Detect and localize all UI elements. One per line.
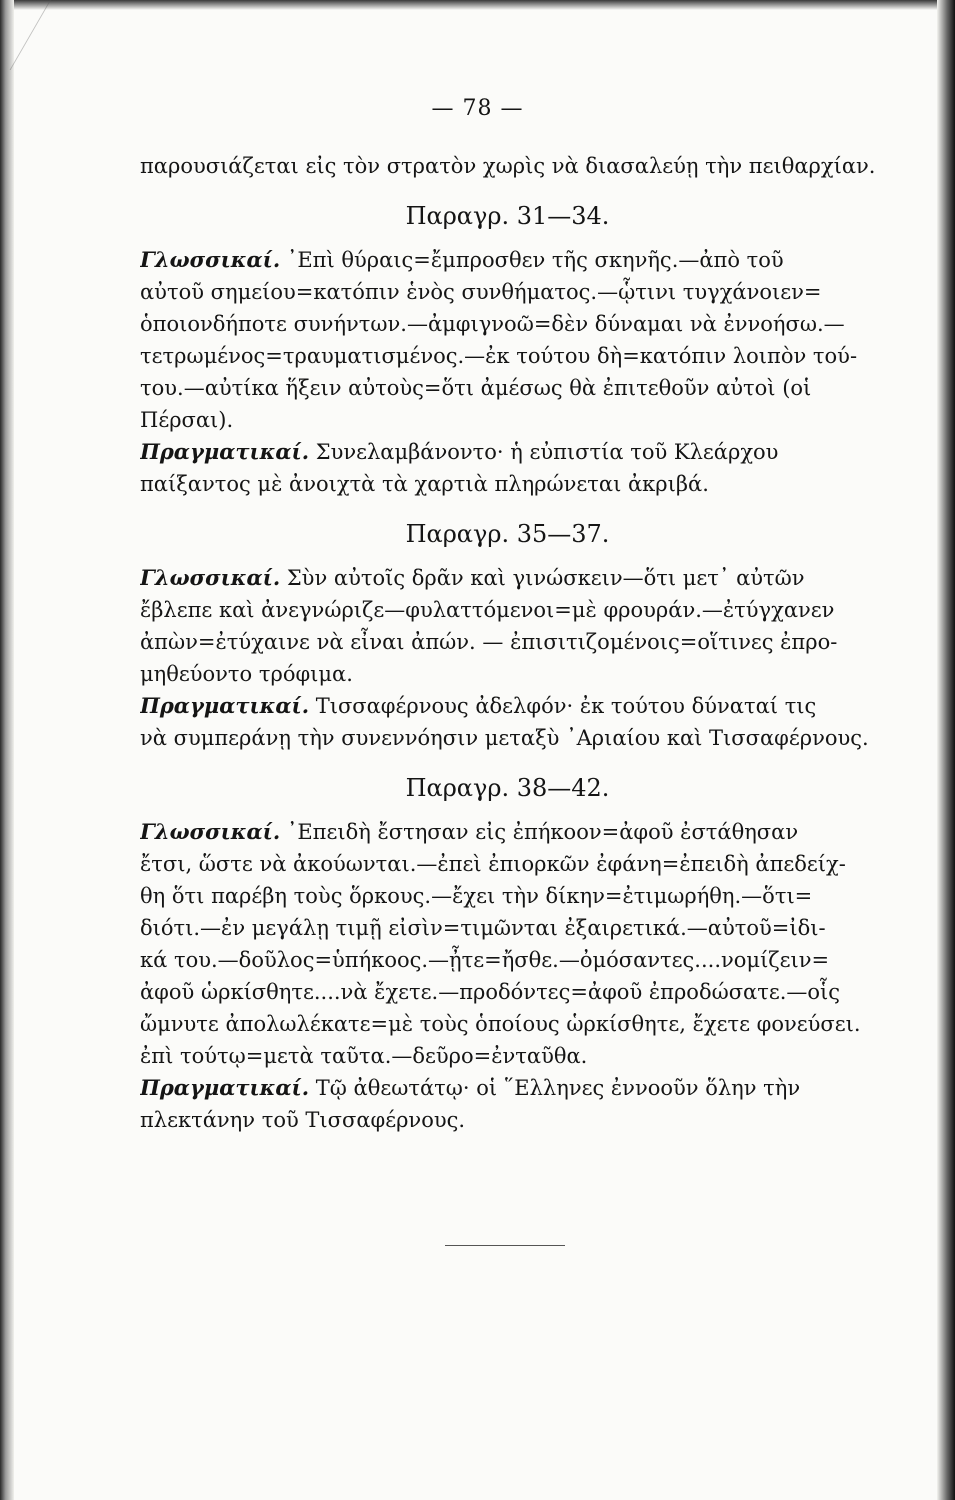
text-line: [140, 690, 875, 722]
page-shadow-right: [937, 0, 955, 1500]
text-line: ἀφοῦ ὡρκίσθητε....νὰ ἔχετε.—προδόντες=ἀφοῦ ἐπροδώσατε.—οἷς: [140, 980, 841, 1004]
text-line: τετρωμένος=τραυματισμένος.—ἐκ τούτου δὴ=κατόπιν λοιπὸν τού-: [140, 344, 858, 368]
text-fragment: ᾿Επειδὴ ἔστησαν εἰς ἐπήκοον=ἀφοῦ ἐστάθησαν: [286, 820, 799, 844]
intro-line: παρουσιάζεται εἰς τὸν στρατὸν χωρὶς νὰ διασαλεύῃ τὴν πειθαρχίαν.: [140, 154, 875, 178]
text-line: παίξαντος μὲ ἀνοιχτὰ τὰ χαρτιὰ πληρώνεται ἀκριβά.: [140, 472, 709, 496]
text-line: ἔτσι, ὥστε νὰ ἀκούωνται.—ἐπεὶ ἐπιορκῶν ἐφάνη=ἐπειδὴ ἀπεδείχ-: [140, 852, 846, 876]
text-line: ἀπὼν=ἐτύχαινε νὰ εἶναι ἀπών. — ἐπισιτιζομένοις=οἵτινες ἐπρο-: [140, 630, 838, 654]
pragmatikai-label: Πραγματικαί.: [140, 1075, 310, 1100]
section-heading: Παραγρ. 35—37.: [405, 520, 610, 548]
text-line: ὁποιονδήποτε συνήντων.—ἀμφιγνοῶ=δὲν δύναμαι νὰ ἐννοήσω.—: [140, 312, 845, 336]
text-line: [140, 562, 875, 594]
pragmatikai-label: Πραγματικαί.: [140, 693, 310, 718]
section-35-37: [140, 520, 875, 754]
text-fragment: Συνελαμβάνοντο· ἡ εὐπιστία τοῦ Κλεάρχου: [315, 440, 779, 464]
page-shadow-top: [0, 0, 955, 10]
text-line: [140, 1072, 875, 1104]
text-line: αὐτοῦ σημείου=κατόπιν ἑνὸς συνθήματος.—ᾧτινι τυγχάνοιεν=: [140, 280, 822, 304]
text-line: θη ὅτι παρέβη τοὺς ὅρκους.—ἔχει τὴν δίκην=ἐτιμωρήθη.—ὅτι=: [140, 884, 813, 908]
page-body: [140, 150, 875, 1136]
section-heading: Παραγρ. 31—34.: [405, 202, 610, 230]
text-line: του.—αὐτίκα ἥξειν αὐτοὺς=ὅτι ἀμέσως θὰ ἐπιτεθοῦν αὐτοὶ (οἱ: [140, 376, 812, 400]
page-shadow-left: [0, 0, 14, 1500]
text-line: ἔβλεπε καὶ ἀνεγνώριζε—φυλαττόμενοι=μὲ φρουράν.—ἐτύγχανεν: [140, 598, 835, 622]
pragmatikai-label: Πραγματικαί.: [140, 439, 310, 464]
text-fragment: Σὺν αὐτοῖς δρᾶν καὶ γινώσκειν—ὅτι μετ᾿ αὐτῶν: [286, 566, 805, 590]
glossikai-label: Γλωσσικαί.: [140, 247, 281, 272]
text-line: νὰ συμπεράνῃ τὴν συνεννόησιν μεταξὺ ᾿Αριαίου καὶ Τισσαφέρνους.: [140, 726, 869, 750]
text-fragment: Τισσαφέρνους ἀδελφόν· ἐκ τούτου δύναταί τις: [315, 694, 817, 718]
text-fragment: ᾿Επὶ θύραις=ἔμπροσθεν τῆς σκηνῆς.—ἀπὸ τοῦ: [286, 248, 784, 272]
glossikai-label: Γλωσσικαί.: [140, 565, 281, 590]
text-line: κά του.—δοῦλος=ὑπήκοος.—ᾖτε=ἤσθε.—ὀμόσαντες....νομίζειν=: [140, 948, 830, 972]
text-fragment: Τῷ ἀθεωτάτῳ· οἱ ῞Ελληνες ἐννοοῦν ὅλην τὴν: [315, 1076, 801, 1100]
glossikai-label: Γλωσσικαί.: [140, 819, 281, 844]
text-line: μηθεύοντο τρόφιμα.: [140, 662, 353, 686]
end-divider: [445, 1245, 565, 1246]
text-line: ἐπὶ τούτῳ=μετὰ ταῦτα.—δεῦρο=ἐνταῦθα.: [140, 1044, 588, 1068]
page-corner-fold: [0, 0, 51, 70]
text-line: [140, 816, 875, 848]
page-number: — 78 —: [431, 96, 524, 121]
section-heading: Παραγρ. 38—42.: [405, 774, 610, 802]
text-line: πλεκτάνην τοῦ Τισσαφέρνους.: [140, 1108, 466, 1132]
text-line: [140, 436, 875, 468]
text-line: ὤμνυτε ἀπολωλέκατε=μὲ τοὺς ὁποίους ὡρκίσθητε, ἔχετε φονεύσει.: [140, 1012, 861, 1036]
section-31-34: [140, 202, 875, 500]
text-line: διότι.—ἐν μεγάλῃ τιμῇ εἰσὶν=τιμῶνται ἐξαιρετικά.—αὐτοῦ=ἰδι-: [140, 916, 826, 940]
text-line: [140, 244, 875, 276]
text-line: Πέρσαι).: [140, 408, 234, 432]
section-38-42: [140, 774, 875, 1136]
